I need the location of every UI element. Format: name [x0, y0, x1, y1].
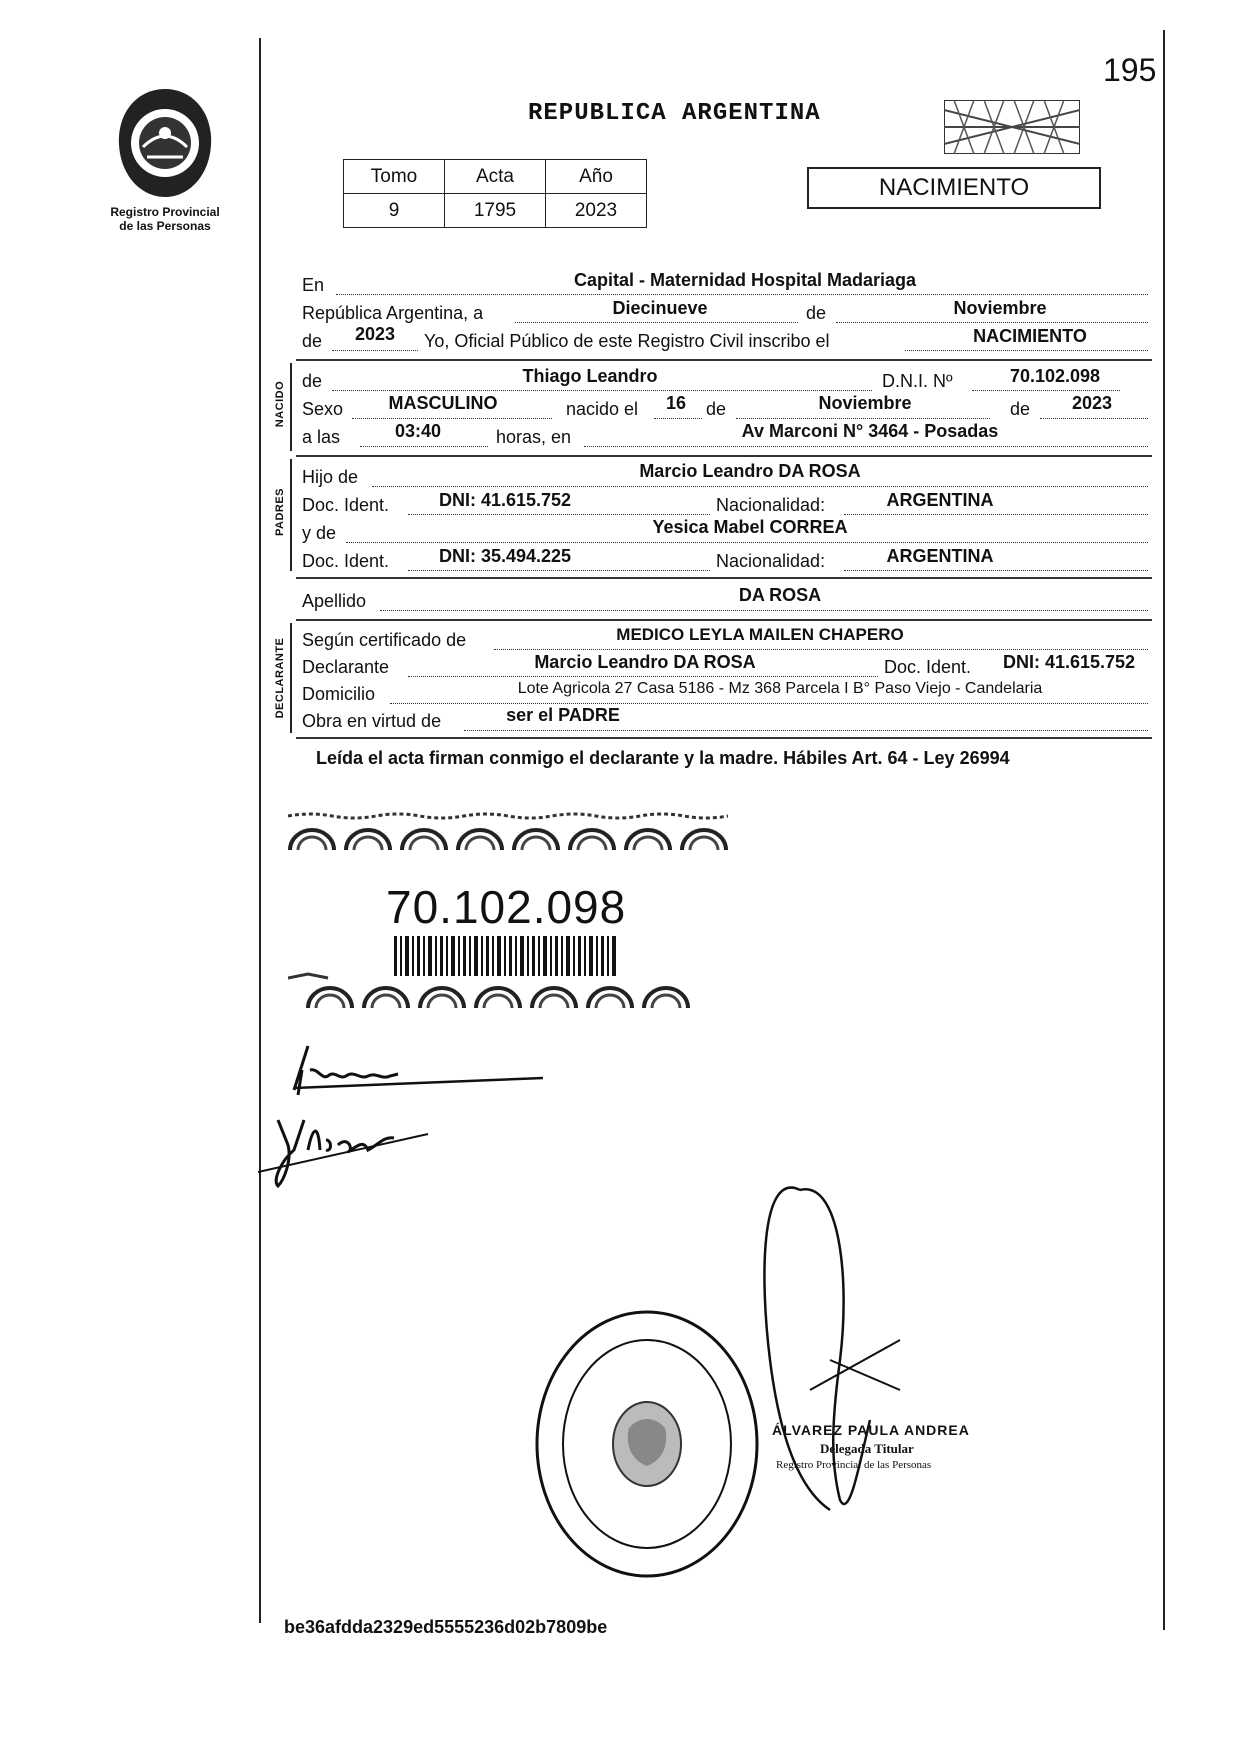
divider-3	[296, 577, 1152, 579]
security-band-bottom	[288, 968, 728, 1012]
madre-nac-dots	[844, 570, 1148, 571]
domicilio-dots	[390, 703, 1148, 704]
declarante-bracket	[290, 623, 292, 733]
nacido-de-label: de	[302, 371, 323, 391]
tomo-header: Tomo	[344, 160, 445, 194]
padre-nac-value: ARGENTINA	[886, 490, 994, 510]
mes-value: Noviembre	[953, 298, 1047, 318]
en-label: En	[302, 275, 325, 295]
domicilio-label: Domicilio	[302, 684, 376, 704]
mes-nac-value: Noviembre	[818, 393, 912, 413]
left-margin-line	[259, 38, 261, 1623]
domicilio-value: Lote Agricola 27 Casa 5186 - Mz 368 Parcela I B° Paso Viejo - Candelaria	[517, 680, 1043, 697]
anio-nac-dots	[1040, 418, 1148, 419]
padre-doc-dots	[408, 514, 710, 515]
padres-bracket	[290, 459, 292, 571]
certificado-value: MEDICO LEYLA MAILEN CHAPERO	[616, 625, 904, 644]
hora-value: 03:40	[394, 421, 442, 441]
dia-nac-dots	[654, 418, 702, 419]
padre-doc-label: Doc. Ident.	[302, 495, 390, 515]
acta-value: 1795	[445, 194, 546, 228]
obra-value: ser el PADRE	[506, 705, 620, 725]
official-office: Registro Provincial de las Personas	[776, 1459, 932, 1471]
sexo-value: MASCULINO	[388, 393, 498, 413]
de-label: de	[806, 303, 827, 323]
dni-label: D.N.I. Nº	[882, 371, 953, 391]
tomo-value: 9	[344, 194, 445, 228]
provincial-seal-logo	[113, 85, 217, 200]
en-dots	[336, 294, 1148, 295]
official-round-stamp	[533, 1308, 761, 1580]
anio-nac-value: 2023	[1071, 393, 1113, 413]
dia-dots	[515, 322, 798, 323]
divider-5	[296, 737, 1152, 739]
document-type-box: NACIMIENTO	[807, 167, 1101, 209]
acto-dots	[905, 350, 1148, 351]
divider-1	[296, 359, 1152, 361]
mother-signature	[258, 1100, 438, 1190]
padre-nac-dots	[844, 514, 1148, 515]
lugar-value: Av Marconi N° 3464 - Posadas	[741, 421, 999, 441]
padre-doc-value: DNI: 41.615.752	[438, 490, 572, 510]
document-hash: be36afdda2329ed5555236d02b7809be	[284, 1617, 608, 1637]
madre-doc-dots	[408, 570, 710, 571]
madre-nac-value: ARGENTINA	[886, 546, 994, 566]
republica-label: República Argentina, a	[302, 303, 484, 323]
nombre-dots	[332, 390, 872, 391]
acta-header: Acta	[445, 160, 546, 194]
a-las-label: a las	[302, 427, 341, 447]
inscribo-text: Yo, Oficial Público de este Registro Civil inscribo el	[424, 331, 830, 351]
de-anio-label: de	[302, 331, 323, 351]
apellido-label: Apellido	[302, 591, 367, 611]
official-signature	[740, 1160, 920, 1530]
padres-section-label: PADRES	[274, 487, 286, 537]
security-band-top	[288, 810, 728, 854]
nacido-bracket	[290, 363, 292, 451]
padre-dots	[372, 486, 1148, 487]
divider-2	[296, 455, 1152, 457]
declarante-section-label: DECLARANTE	[274, 637, 286, 719]
right-margin-line	[1163, 30, 1165, 1630]
apellido-value: DA ROSA	[738, 585, 822, 605]
closing-statement: Leída el acta firman conmigo el declarante y la madre. Hábiles Art. 64 - Ley 26994	[316, 748, 1010, 768]
registry-table	[343, 159, 647, 228]
certificado-dots	[494, 649, 1148, 650]
madre-doc-value: DNI: 35.494.225	[438, 546, 572, 566]
nacido-section-label: NACIDO	[274, 380, 286, 428]
declarante-dots	[408, 676, 878, 677]
madre-doc-label: Doc. Ident.	[302, 551, 390, 571]
horas-en-label: horas, en	[496, 427, 572, 447]
issuer-name: Registro Provincial de las Personas	[110, 205, 220, 233]
lugar-dots	[584, 446, 1148, 447]
declarante-label: Declarante	[302, 657, 390, 677]
mes-nac-dots	[736, 418, 990, 419]
obra-label: Obra en virtud de	[302, 711, 442, 731]
declarante-value: Marcio Leandro DA ROSA	[534, 652, 756, 672]
dia-nac-value: 16	[665, 393, 687, 413]
hora-dots	[360, 446, 488, 447]
declarante-doc-value: DNI: 41.615.752	[1002, 652, 1136, 672]
madre-dots	[346, 542, 1148, 543]
dni-value: 70.102.098	[1009, 366, 1101, 386]
anio-value: 2023	[354, 324, 396, 344]
id-number: 70.102.098	[386, 881, 627, 933]
nombre-value: Thiago Leandro	[522, 366, 658, 386]
dni-dots	[972, 390, 1120, 391]
obra-dots	[464, 730, 1148, 731]
sexo-label: Sexo	[302, 399, 344, 419]
nacido-el-label: nacido el	[566, 399, 639, 419]
dia-value: Diecinueve	[612, 298, 708, 318]
mes-dots	[836, 322, 1148, 323]
acto-value: NACIMIENTO	[973, 326, 1087, 346]
nacido-de-label-2: de	[706, 399, 727, 419]
padre-name-value: Marcio Leandro DA ROSA	[639, 461, 861, 481]
security-emblem	[944, 100, 1080, 154]
nacido-de-label-3: de	[1010, 399, 1031, 419]
apellido-dots	[380, 610, 1148, 611]
divider-4	[296, 619, 1152, 621]
madre-nac-label: Nacionalidad:	[716, 551, 826, 571]
en-value: Capital - Maternidad Hospital Madariaga	[573, 270, 917, 290]
anio-value: 2023	[546, 194, 647, 228]
padre-nac-label: Nacionalidad:	[716, 495, 826, 515]
declarante-doc-label: Doc. Ident.	[884, 657, 972, 677]
official-name: ÁLVAREZ PAULA ANDREA	[772, 1422, 970, 1438]
country-title: REPUBLICA ARGENTINA	[528, 100, 821, 127]
madre-name-value: Yesica Mabel CORREA	[652, 517, 848, 537]
sexo-dots	[352, 418, 552, 419]
official-role: Delegada Titular	[820, 1441, 914, 1456]
anio-header: Año	[546, 160, 647, 194]
declarant-signature	[288, 1040, 548, 1100]
hijo-de-label: Hijo de	[302, 467, 359, 487]
page-number: 195	[1103, 52, 1157, 88]
y-de-label: y de	[302, 523, 337, 543]
certificado-label: Según certificado de	[302, 630, 467, 650]
anio-dots	[332, 350, 418, 351]
